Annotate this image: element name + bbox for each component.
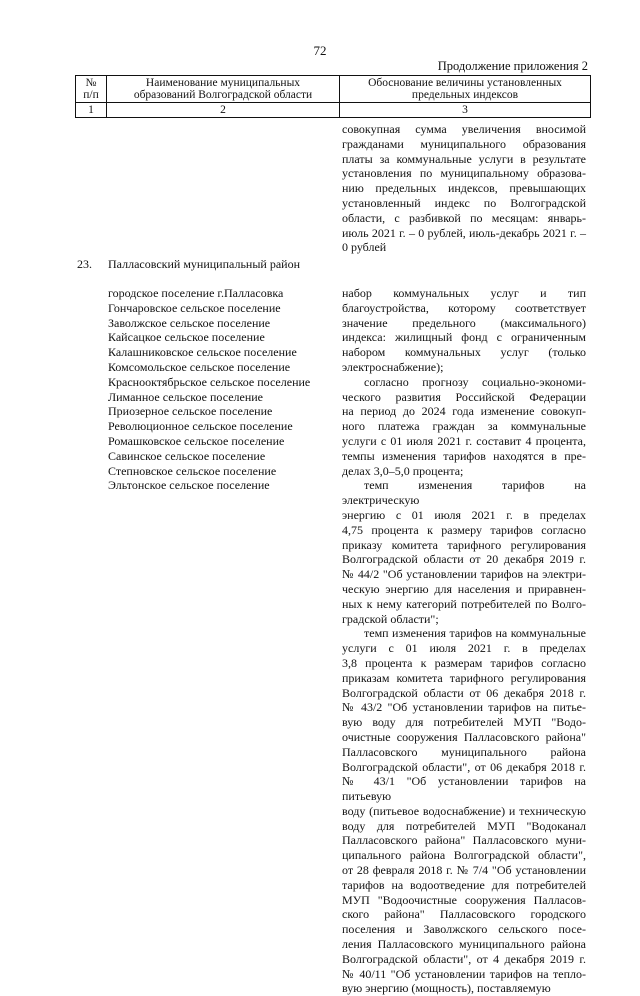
list-item: Краснооктябрьское сельское поселение [108,374,311,389]
text-line: № 40/11 "Об установлении тарифов на тепло- [342,966,586,981]
text-line: от 28 февраля 2018 г. № 7/4 "Об установлении [342,863,586,878]
list-item: Кайсацкое сельское поселение [108,330,265,345]
text-line: 0 рублей [342,240,387,255]
text-line: Палласовского муниципального района [342,744,586,759]
text-line: совокупная сумма увеличения вносимой [342,122,586,136]
text-line: очистные сооружения Палласовского района" [342,729,586,744]
list-item: Приозерное сельское поселение [108,404,273,419]
text-line: № 43/2 "Об установлении тарифов на питье- [342,700,586,715]
list-item: Революционное сельское поселение [108,419,293,434]
text-line: услуги с 01 июля 2021 г. в пределах [342,641,586,656]
list-item: Калашниковское сельское поселение [108,345,297,360]
list-item: Заволжское сельское поселение [108,315,271,330]
text-line: согласно прогнозу социально-экономи- [364,374,586,389]
text-line: Палласовского района" Палласовского муни- [342,833,586,848]
text-line: градской области"; [342,611,439,626]
text-line: области, с разбивкой по месяцам: январь- [342,210,586,225]
text-line: вую энергию (мощность), поставляемую [342,981,551,996]
text-line: ления Палласовского муниципального района [342,937,586,952]
text-line: приказу комитета тарифного регулирования [342,537,586,552]
text-line: поселения и Заволжского сельского посе- [342,922,586,937]
list-item: Степновское сельское поселение [108,463,277,478]
text-line: ского района" Палласовского городского [342,907,586,922]
text-line: ного платежа граждан за коммунальные [342,419,586,434]
text-line: Волгоградской области от 06 декабря 2018 г. [342,685,586,700]
text-line: установленный индекс по Волгоградской [342,195,586,210]
text-line: энергию с 01 июля 2021 г. в пределах [342,507,586,522]
col-name-header: Наименование муниципальных образований Волгоградской области [107,76,340,103]
text-line: набор коммунальных услуг и тип [342,286,586,300]
text-line: электроснабжение); [342,359,444,374]
text-line: воду для потребителей МУП "Водоканал [342,818,586,833]
text-line: ческого развития Российской Федерации [342,389,586,404]
text-line: услуги с 01 июля 2021 г. составит 4 процента, [342,433,586,448]
list-item: Савинское сельское поселение [108,448,266,463]
text-line: темп изменения тарифов на коммунальные [364,626,586,641]
text-line: делах 3,0–5,0 процента; [342,463,464,478]
text-line: ческую энергию для населения и приравнен- [342,581,586,596]
appendix-note: Продолжение приложения 2 [437,59,588,73]
text-line: 4,75 процента к размеру тарифов согласно [342,522,586,537]
district-name: Палласовский муниципальный район [108,257,300,271]
col-justification-header: Обоснование величины установленных предельных индексов [340,76,591,103]
text-line: № 43/1 "Об установлении тарифов на питьевую [342,774,586,804]
text-line: благоустройства, которому соответствует [342,300,586,315]
text-line: платы за коммунальные услуги в результате [342,151,586,166]
text-line: Волгоградской области от 20 декабря 2019 г. [342,552,586,567]
list-item: Эльтонское сельское поселение [108,478,270,493]
text-line: тарифов на водоотведение для потребителей [342,877,586,892]
text-line: темп изменения тарифов на электрическую [342,478,586,508]
text-line: Волгоградской области", от 4 декабря 2019 г. [342,951,586,966]
list-item: Комсомольское сельское поселение [108,359,291,374]
col-justification-index: 3 [340,103,591,118]
justification-text [342,286,586,996]
list-item: Гончаровское сельское поселение [108,300,281,315]
col-number-header: № п/п [76,76,107,103]
text-line: 3,8 процента к размерам тарифов согласно [342,655,586,670]
col-number-index: 1 [76,103,107,118]
text-line: ципального района Волгоградской области", [342,848,586,863]
text-line: гражданами муниципального образования [342,136,586,151]
settlements-list [108,286,310,493]
text-line: МУП "Водоочистные сооружения Палласов- [342,892,586,907]
continued-justification [342,122,586,255]
row-number: 23. [77,257,92,271]
list-item: городское поселение г.Палласовка [108,286,284,300]
page-number: 72 [313,43,327,58]
text-line: июль 2021 г. – 0 рублей, июль-декабрь 2021 г. – [342,225,586,240]
table-header [75,75,591,118]
text-line: темпы изменения тарифов находятся в пре- [342,448,586,463]
list-item: Ромашковское сельское поселение [108,433,285,448]
text-line: набором коммунальных услуг (только [342,345,586,360]
text-line: приказам комитета тарифного регулирования [342,670,586,685]
text-line: индекса: жилищный фонд с ограниченным [342,330,586,345]
list-item: Лиманное сельское поселение [108,389,263,404]
text-line: установления по муниципальному образова- [342,166,586,181]
text-line: Волгоградской области", от 06 декабря 2018 г. [342,759,586,774]
text-line: воду (питьевое водоснабжение) и техническую [342,803,586,818]
text-line: нию предельных индексов, превышающих [342,181,586,196]
text-line: значение предельного (максимального) [342,315,586,330]
text-line: № 44/2 "Об установлении тарифов на электри- [342,567,586,582]
text-line: на период до 2024 года изменение совокуп- [342,404,586,419]
text-line: вую воду для потребителей МУП "Водо- [342,715,586,730]
col-name-index: 2 [107,103,340,118]
text-line: ных к нему категорий потребителей по Волго- [342,596,586,611]
